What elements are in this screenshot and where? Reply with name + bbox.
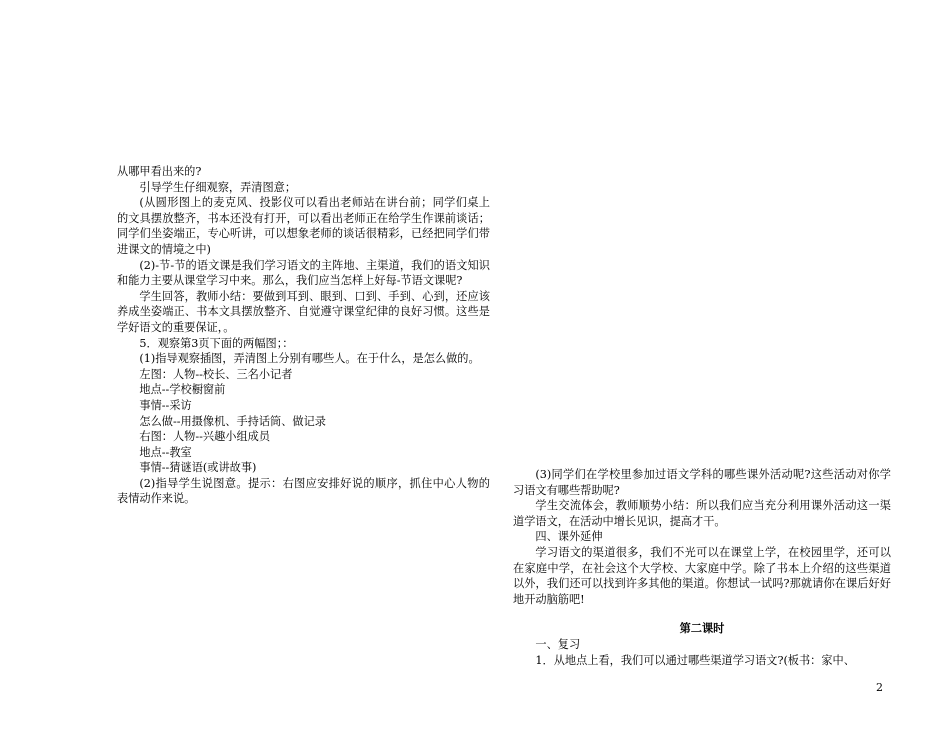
paragraph: (3)同学们在学校里参加过语文学科的哪些课外活动呢?这些活动对你学习语文有哪些帮助呢? — [513, 468, 891, 497]
paragraph: 一、复习 — [535, 637, 581, 651]
paragraph: (2)指导学生说图意。提示：右图应安排好说的顺序，抓住中心人物的表情动作来说。 — [117, 476, 490, 506]
paragraph: (1)指导观察插图，弄清图上分别有哪些人。在于什么，是怎么做的。 — [139, 352, 480, 366]
paragraph: 左图：人物--校长、三名小记者 — [139, 367, 293, 381]
paragraph: 右图：人物--兴趣小组成员 — [139, 430, 271, 444]
paragraph: 地点--学校橱窗前 — [139, 383, 226, 397]
right-column — [513, 467, 891, 668]
paragraph: 地点--教室 — [139, 445, 192, 459]
paragraph: 1．从地点上看，我们可以通过哪些渠道学习语文?(板书：家中、 — [535, 653, 855, 667]
paragraph: 学习语文的渠道很多，我们不光可以在课堂上学，在校园里学，还可以在家庭中学，在社会这个大学校、大家庭中学。除了书本上介绍的这些渠道以外，我们还可以找到许多其他的渠道。你想试一试吗?那就请你在课后好好地开动脑筋吧! — [513, 545, 891, 606]
paragraph: 事情--猜谜语(或讲故事) — [139, 461, 257, 475]
paragraph: (2)-节-节的语文课是我们学习语文的主阵地、主渠道，我们的语文知识和能力主要从课堂学习中来。那么，我们应当怎样上好每-节语文课呢? — [117, 258, 490, 288]
left-column — [117, 164, 490, 507]
paragraph: 5．观察第3页下面的两幅图；： — [139, 336, 294, 350]
paragraph: 事情--采访 — [139, 398, 192, 412]
paragraph: (从圆形图上的麦克风、投影仪可以看出老师站在讲台前；同学们桌上的文具摆放整齐，书本还没有打开，可以看出老师正在给学生作课前谈话；同学们坐姿端正，专心听讲，可以想象老师的谈话很精彩，已经把同学们带进课文的情境之中) — [117, 196, 490, 256]
page-number: 2 — [876, 681, 883, 694]
paragraph: 学生交流体会，教师顺势小结：所以我们应当充分利用课外活动这一渠道学语文，在活动中增长见识，提高才干。 — [513, 499, 891, 528]
paragraph: 引导学生仔细观察，弄清图意； — [139, 180, 297, 194]
paragraph: 从哪甲看出来的? — [117, 165, 202, 178]
section-heading: 第二课时 — [679, 621, 725, 636]
paragraph: 学生回答，教师小结：要做到耳到、眼到、口到、手到、心到，还应该养成坐姿端正、书本文具摆放整齐、自觉遵守课堂纪律的良好习惯。这些是学好语文的重要保证，。 — [117, 289, 490, 334]
paragraph: 怎么做--用摄像机、手持话筒、做记录 — [139, 414, 326, 428]
paragraph: 四、课外延伸 — [535, 530, 603, 544]
